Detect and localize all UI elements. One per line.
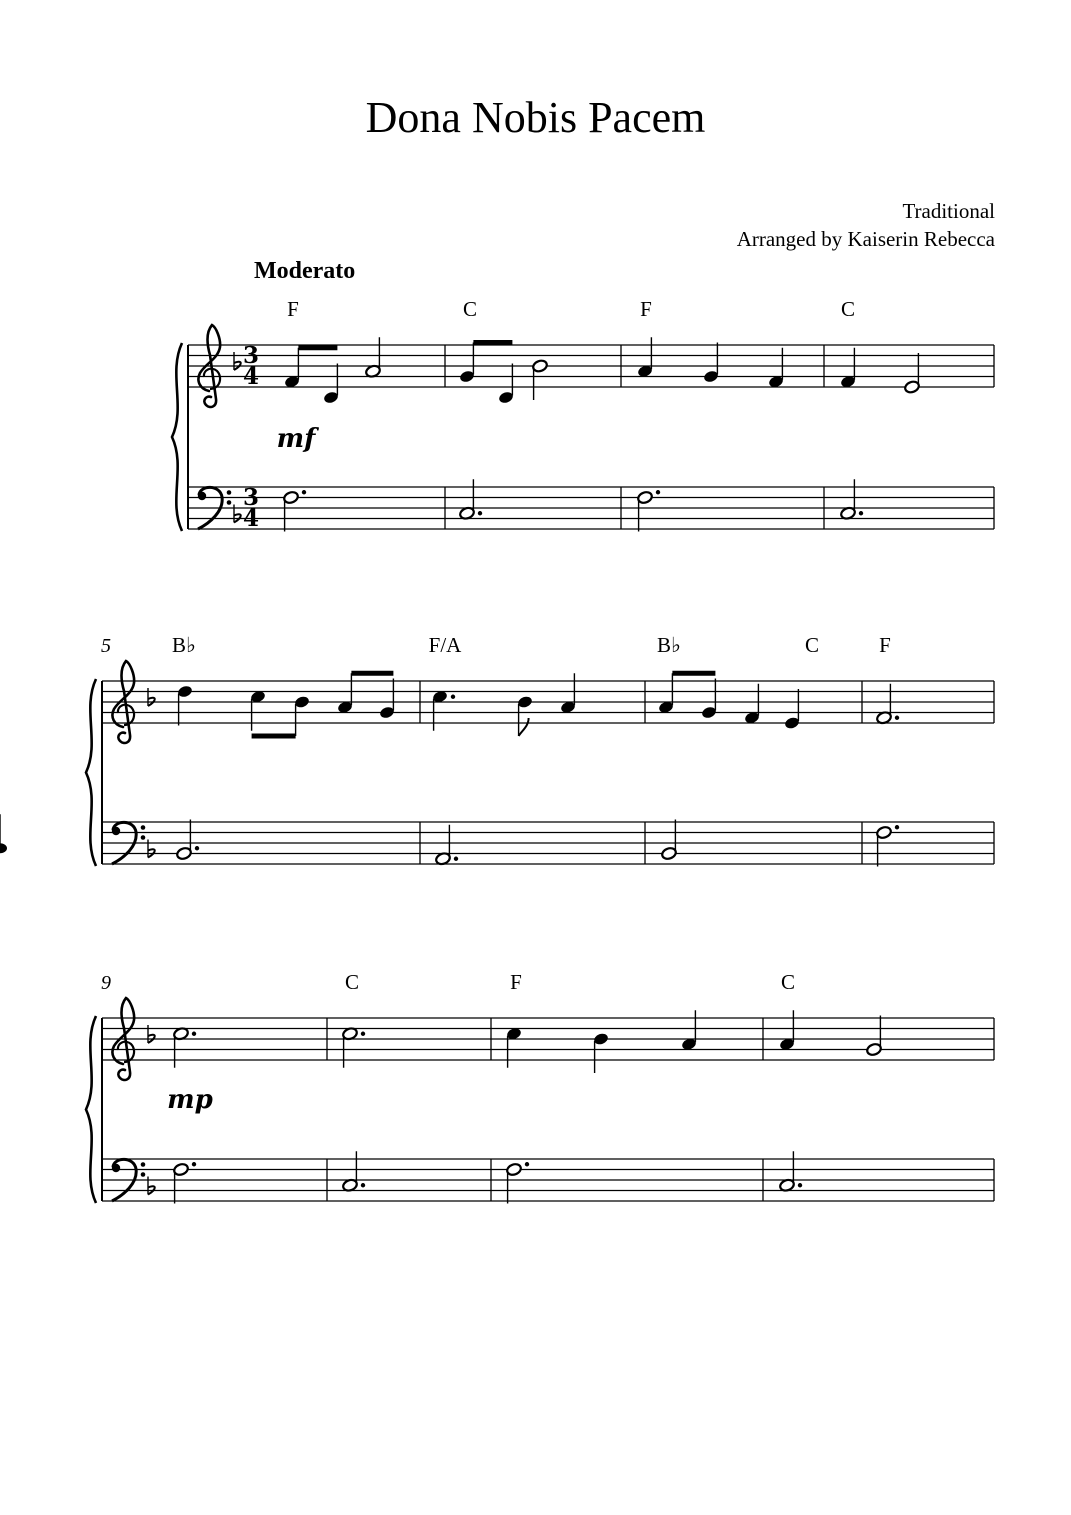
flat-icon — [148, 1177, 155, 1195]
chord-symbol: F — [510, 970, 522, 994]
note — [284, 348, 301, 389]
dynamic-marking: mf — [276, 424, 316, 454]
chord-symbol: B♭ — [172, 633, 196, 657]
note — [432, 690, 455, 731]
note — [173, 1027, 196, 1068]
note — [459, 343, 476, 384]
flag — [519, 718, 529, 736]
note — [342, 1151, 365, 1192]
note — [866, 1016, 883, 1057]
chord-symbol: C — [780, 970, 796, 994]
note — [506, 1027, 523, 1068]
note — [681, 1010, 698, 1051]
note — [294, 695, 311, 736]
note — [250, 690, 267, 731]
note — [840, 348, 857, 389]
note — [661, 820, 678, 861]
note — [779, 1151, 802, 1192]
chord-symbol: C — [462, 297, 478, 321]
note — [459, 479, 482, 520]
note — [323, 364, 340, 405]
note — [637, 490, 660, 531]
flat-icon — [234, 505, 241, 523]
note — [365, 337, 382, 378]
note — [703, 343, 720, 384]
chord-symbol: C — [840, 297, 856, 321]
note — [435, 825, 458, 866]
time-signature-top: 3 — [242, 484, 260, 511]
chord-symbol: F — [879, 633, 891, 657]
note — [768, 348, 785, 389]
note — [173, 1162, 196, 1203]
note — [506, 1162, 529, 1203]
note — [779, 1010, 796, 1051]
chord-symbol: B♭ — [657, 633, 681, 657]
score-title: Dona Nobis Pacem — [365, 93, 706, 142]
dynamic-marking: mp — [167, 1085, 213, 1115]
time-signature-bottom: 4 — [242, 505, 260, 532]
arranger-credit: Arranged by Kaiserin Rebecca — [736, 227, 995, 251]
note — [658, 673, 675, 714]
note — [560, 673, 577, 714]
note — [784, 689, 801, 730]
note — [532, 359, 549, 400]
tempo-marking: Moderato — [254, 258, 356, 284]
time-signature-top: 3 — [242, 342, 260, 369]
chord-symbol: C — [804, 633, 820, 657]
time-signature-bottom: 4 — [242, 363, 260, 390]
note — [637, 337, 654, 378]
note — [593, 1032, 610, 1073]
note — [517, 695, 534, 736]
chord-symbol: F — [640, 297, 652, 321]
brace — [86, 679, 96, 866]
flat-icon — [148, 688, 155, 706]
brace — [86, 1016, 96, 1203]
chord-symbol: F/A — [428, 633, 462, 657]
note — [283, 490, 306, 531]
chord-symbol: C — [344, 970, 360, 994]
note — [876, 825, 899, 866]
note — [498, 364, 515, 405]
note — [876, 684, 899, 725]
flat-icon — [148, 840, 155, 858]
flat-icon — [234, 352, 241, 370]
measure-number: 9 — [101, 972, 111, 994]
note — [701, 679, 718, 720]
note — [342, 1027, 365, 1068]
note — [379, 679, 396, 720]
note — [840, 479, 863, 520]
chord-symbol: F — [287, 297, 299, 321]
flat-icon — [148, 1025, 155, 1043]
note — [176, 820, 199, 861]
note — [0, 814, 7, 853]
note — [904, 353, 921, 394]
note — [337, 673, 354, 714]
brace — [172, 343, 182, 531]
note — [177, 684, 194, 725]
composer-credit: Traditional — [902, 199, 995, 223]
measure-number: 5 — [101, 635, 111, 657]
note — [744, 684, 761, 725]
